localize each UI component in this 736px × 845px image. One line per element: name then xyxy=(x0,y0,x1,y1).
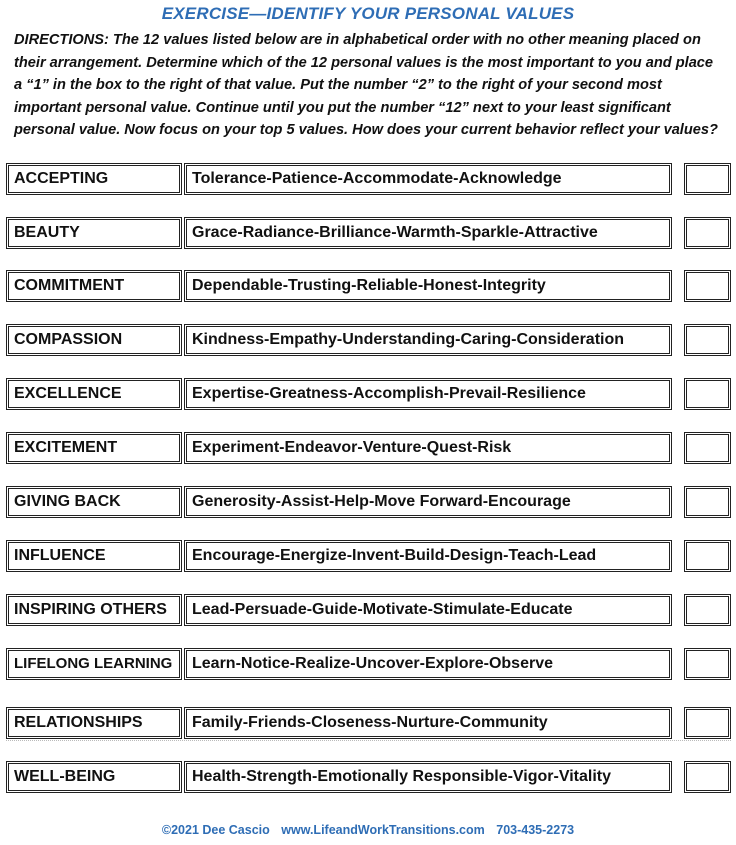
value-name-cell xyxy=(6,648,182,680)
value-name: COMMITMENT xyxy=(14,277,125,294)
value-row-inspiring-others xyxy=(6,594,731,626)
value-name-cell xyxy=(6,163,182,195)
rank-input-box[interactable] xyxy=(684,540,731,572)
value-name-cell xyxy=(6,594,182,626)
value-description-cell xyxy=(184,270,672,302)
rank-input-box[interactable] xyxy=(684,324,731,356)
value-description-cell xyxy=(184,378,672,410)
phone-number: 703-435-2273 xyxy=(496,823,575,837)
value-name-cell xyxy=(6,270,182,302)
value-row-relationships xyxy=(6,707,731,739)
value-description-cell xyxy=(184,486,672,518)
rank-input-box[interactable] xyxy=(684,594,731,626)
value-description-cell xyxy=(184,217,672,249)
value-description-cell xyxy=(184,540,672,572)
value-description-cell xyxy=(184,163,672,195)
value-description: Lead-Persuade-Guide-Motivate-Stimulate-Educate xyxy=(192,601,573,618)
value-name-cell xyxy=(6,378,182,410)
value-description: Grace-Radiance-Brilliance-Warmth-Sparkle-Attractive xyxy=(192,224,598,241)
value-name: INFLUENCE xyxy=(14,547,106,564)
value-row-excitement xyxy=(6,432,731,464)
value-row-accepting xyxy=(6,163,731,195)
value-description: Family-Friends-Closeness-Nurture-Community xyxy=(192,714,548,731)
value-description-cell xyxy=(184,432,672,464)
value-name: ACCEPTING xyxy=(14,170,109,187)
value-name: COMPASSION xyxy=(14,331,123,348)
copyright-text: ©2021 Dee Cascio xyxy=(161,823,270,837)
value-description: Tolerance-Patience-Accommodate-Acknowledge xyxy=(192,170,562,187)
value-name: INSPIRING OTHERS xyxy=(14,601,167,618)
value-name: EXCITEMENT xyxy=(14,439,118,456)
footer xyxy=(0,823,736,837)
value-description-cell xyxy=(184,761,672,793)
value-description: Health-Strength-Emotionally Responsible-Vigor-Vitality xyxy=(192,768,612,785)
value-name: LIFELONG LEARNING xyxy=(14,655,173,672)
value-description-cell xyxy=(184,648,672,680)
rank-input-box[interactable] xyxy=(684,486,731,518)
value-description-cell xyxy=(184,324,672,356)
value-description: Encourage-Energize-Invent-Build-Design-Teach-Lead xyxy=(192,547,597,564)
rank-input-box[interactable] xyxy=(684,761,731,793)
rank-input-box[interactable] xyxy=(684,217,731,249)
value-name: BEAUTY xyxy=(14,224,80,241)
value-name-cell xyxy=(6,217,182,249)
value-description: Experiment-Endeavor-Venture-Quest-Risk xyxy=(192,439,512,456)
rank-input-box[interactable] xyxy=(684,648,731,680)
value-name: WELL-BEING xyxy=(14,768,116,785)
dotted-separator xyxy=(6,740,731,741)
value-name-cell xyxy=(6,761,182,793)
value-row-giving-back xyxy=(6,486,731,518)
rank-input-box[interactable] xyxy=(684,270,731,302)
directions-text: DIRECTIONS: The 12 values listed below are in alphabetical order with no other meaning placed on their arrangement. Determine which of the 12 personal values is the most important to you and place a “1” in the box to the right of that value. Put the number “2” to the right of your second most important personal value. Continue until you put the number “12” next to your least significant personal value. Now focus on your top 5 values. How does your current behavior reflect your values? xyxy=(14,32,718,139)
value-description: Generosity-Assist-Help-Move Forward-Encourage xyxy=(192,493,571,510)
value-row-commitment xyxy=(6,270,731,302)
value-description-cell xyxy=(184,594,672,626)
value-name: GIVING BACK xyxy=(14,493,121,510)
rank-input-box[interactable] xyxy=(684,707,731,739)
value-row-well-being xyxy=(6,761,731,793)
value-description-cell xyxy=(184,707,672,739)
value-row-influence xyxy=(6,540,731,572)
value-description: Dependable-Trusting-Reliable-Honest-Integrity xyxy=(192,277,546,294)
value-name: EXCELLENCE xyxy=(14,385,122,402)
value-name-cell xyxy=(6,707,182,739)
value-description: Kindness-Empathy-Understanding-Caring-Consideration xyxy=(192,331,625,348)
rank-input-box[interactable] xyxy=(684,432,731,464)
website-link[interactable]: www.LifeandWorkTransitions.com xyxy=(281,823,485,837)
value-row-beauty xyxy=(6,217,731,249)
value-description: Learn-Notice-Realize-Uncover-Explore-Observe xyxy=(192,655,553,672)
value-row-lifelong-learning xyxy=(6,648,731,680)
value-row-compassion xyxy=(6,324,731,356)
rank-input-box[interactable] xyxy=(684,163,731,195)
value-name-cell xyxy=(6,432,182,464)
value-name-cell xyxy=(6,540,182,572)
value-name-cell xyxy=(6,324,182,356)
value-row-excellence xyxy=(6,378,731,410)
value-name-cell xyxy=(6,486,182,518)
value-name: RELATIONSHIPS xyxy=(14,714,143,731)
value-description: Expertise-Greatness-Accomplish-Prevail-Resilience xyxy=(192,385,586,402)
rank-input-box[interactable] xyxy=(684,378,731,410)
page-title: EXERCISE—IDENTIFY YOUR PERSONAL VALUES xyxy=(161,4,575,23)
